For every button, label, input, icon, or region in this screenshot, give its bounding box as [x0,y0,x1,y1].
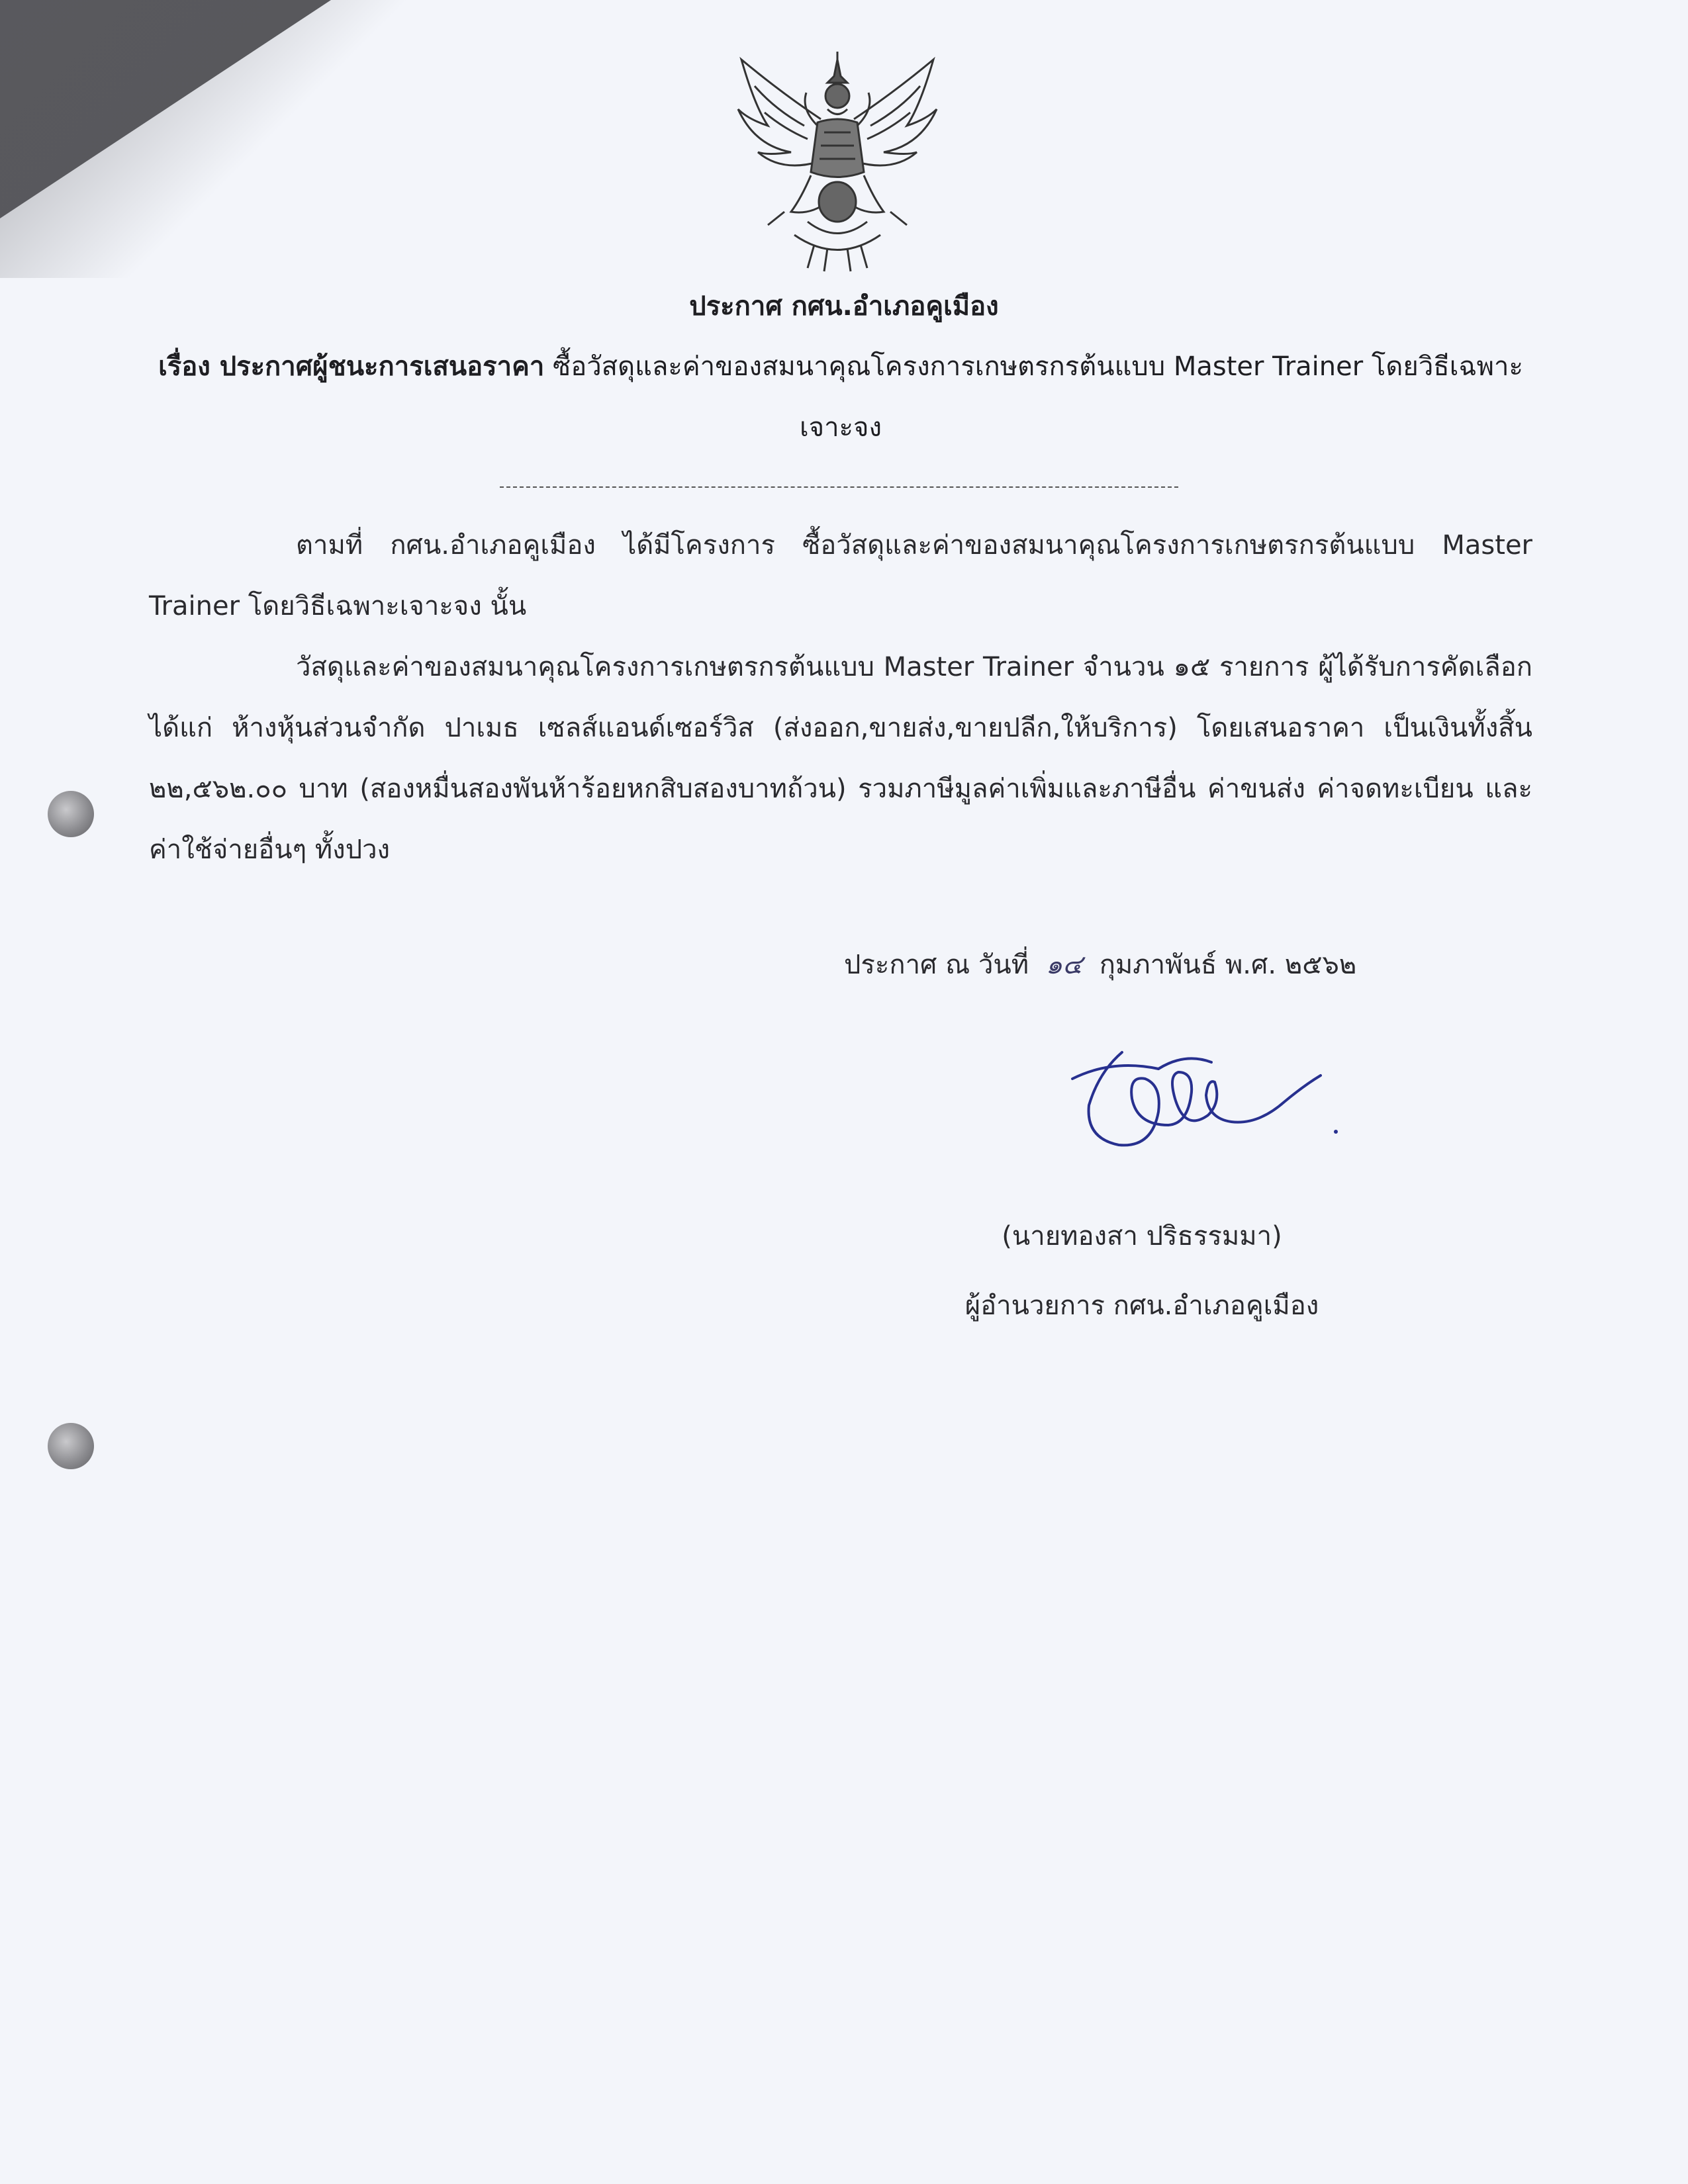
handwritten-signature [1059,1032,1350,1165]
signer-position: ผู้อำนวยการ กศน.อำเภอคูเมือง [964,1291,1319,1321]
punch-hole-lower [48,1423,94,1469]
document-subject [149,336,1532,458]
punch-hole-upper [48,791,94,837]
body-paragraph-1 [149,515,1532,637]
scan-corner-fade [0,0,463,278]
paragraph-2-text: วัสดุและค่าของสมนาคุณโครงการเกษตรกรต้นแบบ Master Trainer จำนวน ๑๕ รายการ ผู้ได้รับการคัดเลือก ได้แก่ ห้างหุ้นส่วนจำกัด ปาเมธ เซลส์แอนด์เซอร์วิส (ส่งออก,ขายส่ง,ขายปลีก,ให้บริการ) โดยเสนอราคา เป็นเงินทั้งสิ้น ๒๒,๕๖๒.๐๐ บาท (สองหมื่นสองพันห้าร้อยหกสิบสองบาทถ้วน) รวมภาษีมูลค่าเพิ่มและภาษีอื่น ค่าขนส่ง ค่าจดทะเบียน และค่าใช้จ่ายอื่นๆ ทั้งปวง [149,652,1532,865]
announcement-date [844,943,1356,985]
date-day: ๑๔ [1045,950,1083,980]
date-month-year: กุมภาพันธ์ พ.ศ. ๒๕๖๒ [1099,950,1357,980]
heading-divider [500,486,1178,488]
subject-text: ซื้อวัสดุและค่าของสมนาคุณโครงการเกษตรกรต้นแบบ Master Trainer โดยวิธีเฉพาะเจาะจง [544,351,1523,443]
body-paragraph-2 [149,637,1532,880]
garuda-emblem-icon [728,46,947,275]
date-prefix: ประกาศ ณ วันที่ [844,950,1029,980]
paragraph-1-text: ตามที่ กศน.อำเภอคูเมือง ได้มีโครงการ ซื้อวัสดุและค่าของสมนาคุณโครงการเกษตรกรต้นแบบ Master Trainer โดยวิธีเฉพาะเจาะจง นั้น [149,530,1532,621]
subject-lead: เรื่อง ประกาศผู้ชนะการเสนอราคา [158,351,545,382]
document-title: ประกาศ กศน.อำเภอคูเมือง [689,291,999,322]
signer-name: (นายทองสา ปริธรรมมา) [1002,1221,1282,1251]
